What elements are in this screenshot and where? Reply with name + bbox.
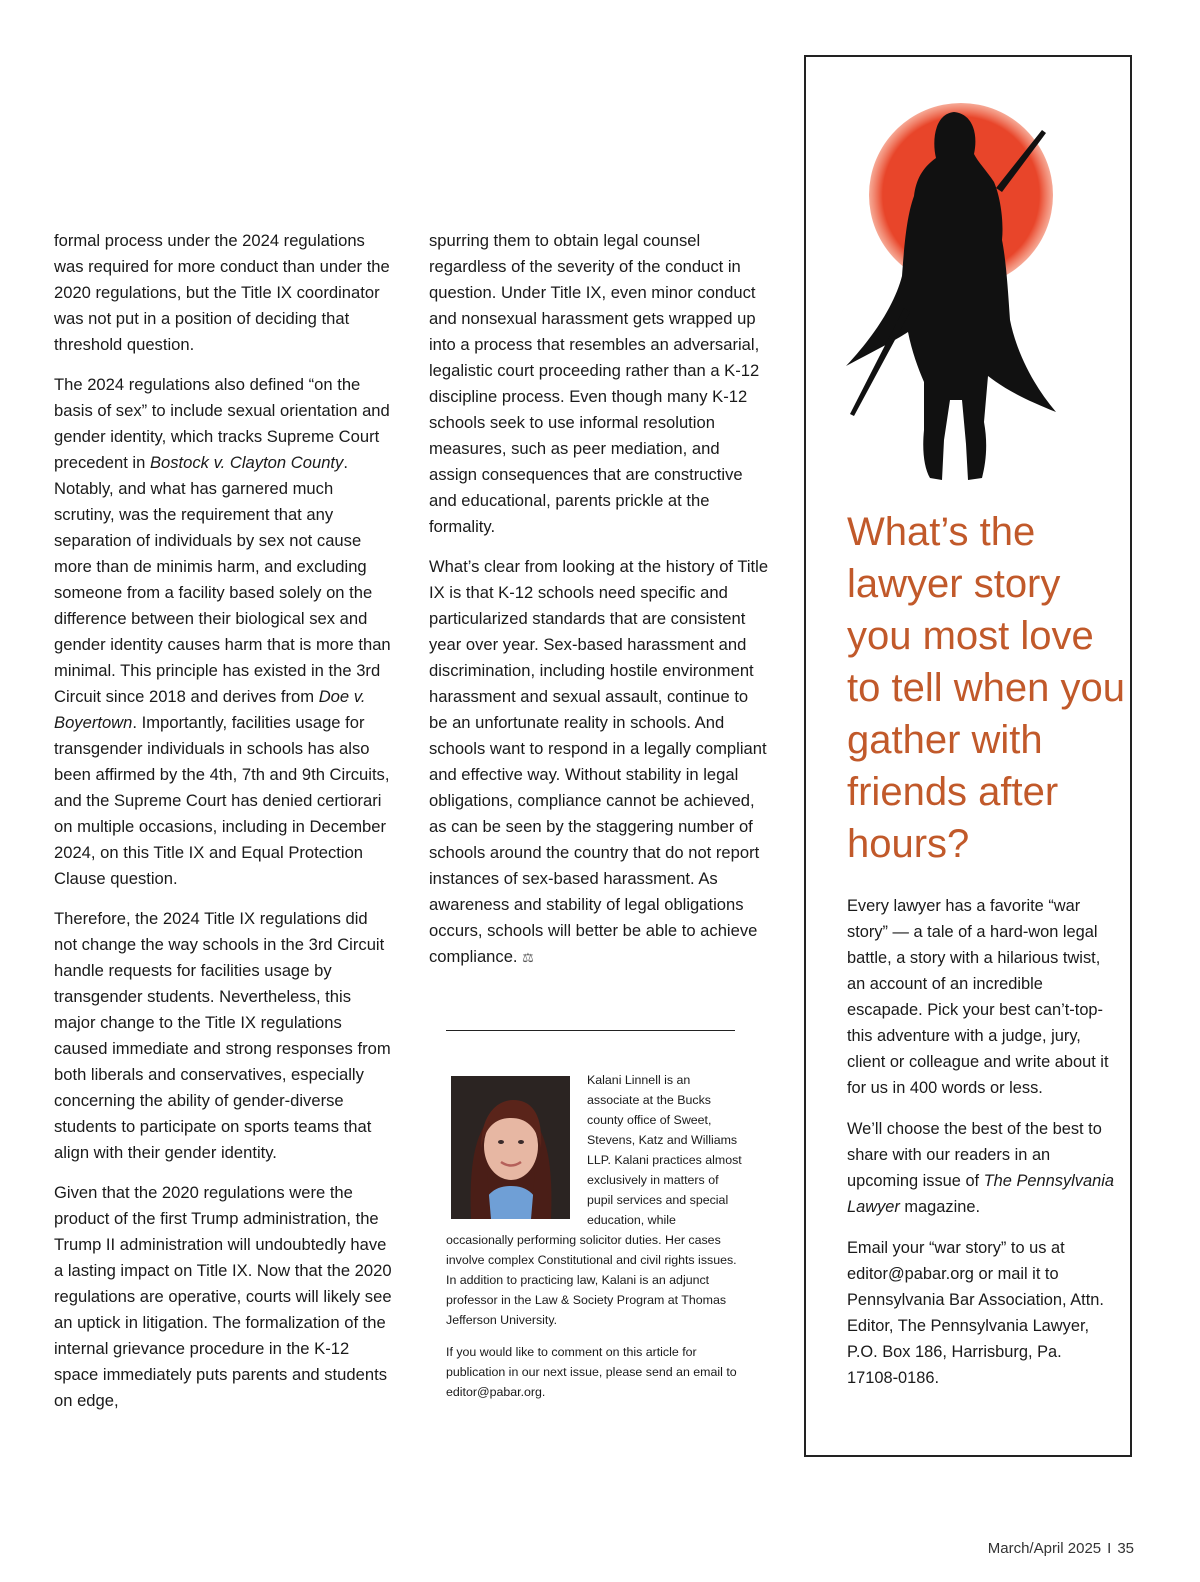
paragraph: Therefore, the 2024 Title IX regulations did not change the way schools in the 3rd Circuit handle requests for facilities usage by transgender students. Nevertheless, this major change to the Title IX regulations caused immediate and strong responses from both liberals and conservatives, especially concerning the ability of gender-diverse students to participate on sports teams that align with their gender identity.	[54, 909, 391, 1162]
article-column-1	[54, 228, 394, 1428]
issue-date: March/April 2025	[987, 1540, 1102, 1557]
comment-note: If you would like to comment on this article for publication in our next issue, please send an email to editor@pabar.org.	[446, 1345, 737, 1399]
page-footer	[988, 1540, 1134, 1557]
warrior-silhouette-illustration	[806, 100, 1132, 500]
paragraph	[429, 554, 769, 971]
text: What’s clear from looking at the history of Title IX is that K-12 schools need specific and particularized standards that are consistent year over year. Sex-based harassment and discrimination, including hostile environment harassment and sexual assault, continue to be an unfortunate reality in schools. And schools want to respond in a legally compliant and effective way. Without stability in legal obligations, compliance cannot be achieved, as can be seen by the staggering number of schools around the country that do not report instances of sex-based harassment. As awareness and stability of legal obligations occurs, schools will better be able to achieve compliance.	[429, 557, 769, 966]
author-bio	[446, 1070, 746, 1414]
page-number: 35	[1117, 1540, 1134, 1557]
paragraph: spurring them to obtain legal counsel regardless of the severity of the conduct in question. Under Title IX, even minor conduct and nonsexual harassment gets wrapped up into a process that resembles an adversarial, legalistic court proceeding rather than a K-12 discipline process. Even though many K-12 schools seek to use informal resolution measures, such as peer mediation, and assign consequences that are constructive and educational, parents prickle at the formality.	[429, 231, 760, 536]
case-citation: Doe v. Boyertown	[54, 687, 366, 732]
text: magazine.	[899, 1198, 981, 1216]
paragraph: Given that the 2020 regulations were the product of the first Trump administration, the Trump II administration will undoubtedly have a lasting impact on Title IX. Now that the 2020 regulations are operative, courts will likely see an uptick in litigation. The formalization of the internal grievance procedure in the K-12 space immediately puts parents and students on edge,	[54, 1183, 392, 1410]
text: We’ll choose the best of the best to share with our readers in an upcoming issue of	[847, 1120, 1102, 1190]
sidebar-headline: What’s the lawyer story you most love to tell when you gather with friends after hours?	[847, 510, 1125, 866]
divider	[446, 1030, 735, 1031]
text: . Notably, and what has garnered much scrutiny, was the requirement that any separation of individuals by sex not cause more than de minimis harm, and excluding someone from a facility based solely on the difference between their biological sex and gender identity causes harm that is more than minimal. This principle has existed in the 3rd Circuit since 2018 and derives from	[54, 453, 391, 706]
article-column-2	[429, 228, 769, 985]
case-citation: Bostock v. Clayton County	[149, 453, 344, 472]
bio-text: Kalani Linnell is an associate at the Bucks county office of Sweet, Stevens, Katz and Williams LLP. Kalani practices almost exclusively in matters of pupil services and special education, while occasionally performing solicitor duties. Her cases involve complex Constitutional and civil rights issues. In addition to practicing law, Kalani is an adjunct professor in the Law & Society Program at Thomas Jefferson University.	[446, 1073, 742, 1327]
paragraph	[847, 1116, 1117, 1220]
text: The 2024 regulations also defined “on the basis of sex” to include sexual orientation and gender identity, which tracks Supreme Court precedent in	[54, 375, 390, 472]
paragraph: Every lawyer has a favorite “war story” — a tale of a hard-won legal battle, a story with a hilarious twist, an account of an incredible escapade. Pick your best can’t-top-this adventure with a judge, jury, client or colleague and write about it for us in 400 words or less.	[847, 897, 1109, 1097]
paragraph: formal process under the 2024 regulations was required for more conduct than under the 2020 regulations, but the Title IX coordinator was not put in a position of deciding that threshold question.	[54, 231, 390, 354]
publication-title: The Pennsylvania Lawyer	[847, 1172, 1114, 1216]
paragraph	[54, 372, 394, 892]
separator: I	[1107, 1540, 1112, 1557]
paragraph: Email your “war story” to us at editor@pabar.org or mail it to Pennsylvania Bar Association, Attn. Editor, The Pennsylvania Lawyer, P.O. Box 186, Harrisburg, Pa. 17108-0186.	[847, 1239, 1104, 1387]
text: . Importantly, facilities usage for transgender individuals in schools has also been affirmed by the 4th, 7th and 9th Circuits, and the Supreme Court has denied certiorari on multiple occasions, including in December 2024, on this Title IX and Equal Protection Clause question.	[54, 713, 390, 888]
scales-icon: ⚖	[522, 950, 534, 965]
sidebar-body	[847, 893, 1117, 1406]
